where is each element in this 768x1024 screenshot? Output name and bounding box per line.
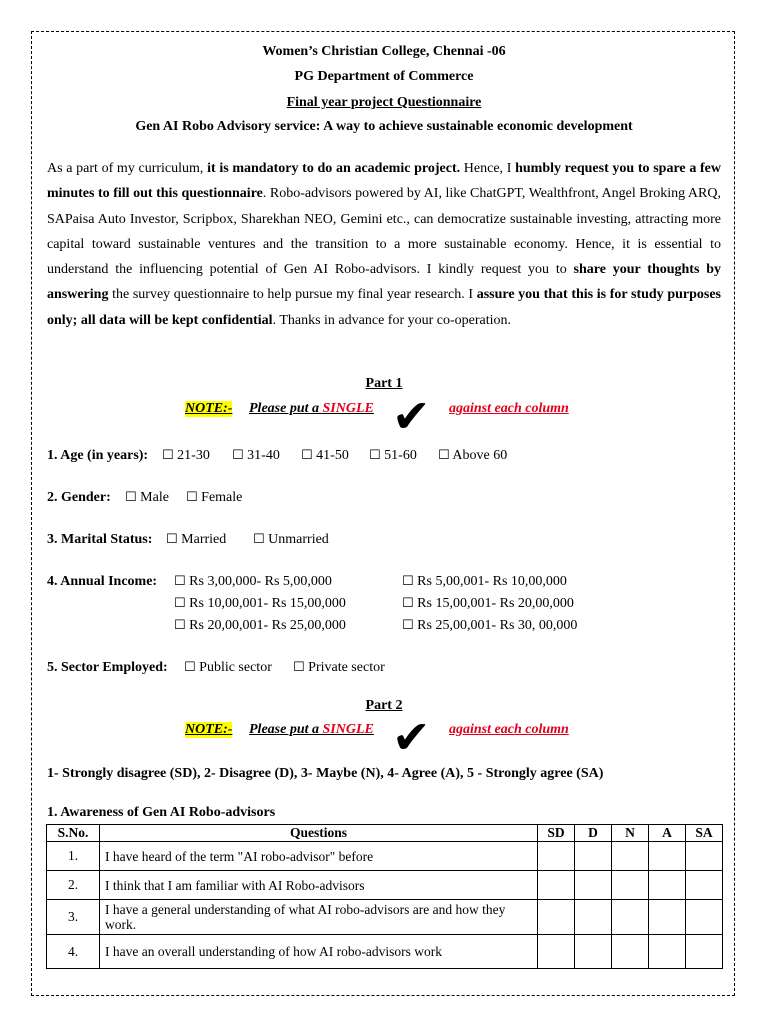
checkbox-icon[interactable]: ☐ (369, 448, 381, 463)
gender-option-female[interactable] (186, 490, 242, 506)
income-option-3[interactable] (174, 596, 346, 612)
option-label: 41-50 (316, 448, 349, 463)
checkbox-icon[interactable]: ☐ (438, 448, 450, 463)
answer-cell-d[interactable] (575, 935, 612, 969)
checkmark-icon: ✔ (392, 710, 431, 764)
part2-title: Part 2 (365, 698, 403, 713)
option-label: Rs 25,00,001- Rs 30, 00,000 (417, 618, 578, 633)
header-a: A (649, 825, 686, 842)
note-label: NOTE:- (185, 401, 233, 416)
note-text-end: against each column (449, 401, 569, 416)
income-label: 4. Annual Income: (47, 574, 158, 589)
option-label: Rs 20,00,001- Rs 25,00,000 (189, 618, 346, 633)
table-row (47, 871, 723, 900)
note-text-part: Please put a (249, 722, 323, 737)
answer-cell-sd[interactable] (538, 842, 575, 871)
option-label: Rs 10,00,001- Rs 15,00,000 (189, 596, 346, 611)
row-number: 4. (47, 935, 100, 969)
answer-cell-a[interactable] (649, 842, 686, 871)
row-number: 3. (47, 900, 100, 935)
header-sd: SD (538, 825, 575, 842)
intro-text: . Robo-advisors powered by AI, like ChatGPT, Wealthfront, Angel Broking ARQ, SAPaisa Auto Investor, Scripbox, Sharekhan NEO, Gemini etc., can democratize sustainable investing, attracting more capital toward sustainable ventures and the transition to a more sustainable economy. Hence, it is essential to understand the influencing potential of Gen AI Robo-advisors. I kindly request you to (47, 186, 721, 278)
header-d: D (575, 825, 612, 842)
note-single: SINGLE (322, 722, 374, 737)
note-single: SINGLE (322, 401, 374, 416)
answer-cell-sa[interactable] (686, 842, 723, 871)
option-label: Rs 3,00,000- Rs 5,00,000 (189, 574, 332, 589)
intro-text: the survey questionnaire to help pursue my final year research. I (108, 287, 477, 303)
answer-cell-d[interactable] (575, 900, 612, 935)
option-label: 31-40 (247, 448, 280, 463)
answer-cell-a[interactable] (649, 900, 686, 935)
checkbox-icon[interactable]: ☐ (162, 448, 174, 463)
answer-cell-n[interactable] (612, 842, 649, 871)
checkbox-icon[interactable]: ☐ (301, 448, 313, 463)
checkbox-icon[interactable]: ☐ (166, 532, 178, 547)
answer-cell-sd[interactable] (538, 900, 575, 935)
row-number: 1. (47, 842, 100, 871)
sector-label: 5. Sector Employed: (47, 660, 168, 675)
answer-cell-n[interactable] (612, 935, 649, 969)
option-label: Married (181, 532, 227, 547)
option-label: Above 60 (452, 448, 508, 463)
answer-cell-a[interactable] (649, 871, 686, 900)
income-option-5[interactable] (174, 618, 346, 634)
row-question: I have heard of the term "AI robo-advisor" before (100, 842, 538, 871)
gender-option-male[interactable] (125, 490, 169, 506)
age-option-31-40[interactable] (232, 448, 280, 464)
intro-bold-text: assure you that this is for study purposes only; all data will be kept confidential (47, 287, 722, 328)
gender-label: 2. Gender: (47, 490, 111, 505)
answer-cell-sd[interactable] (538, 935, 575, 969)
answer-cell-sa[interactable] (686, 900, 723, 935)
answer-cell-sd[interactable] (538, 871, 575, 900)
table-header-row (47, 825, 723, 842)
note-label: NOTE:- (185, 722, 233, 737)
option-label: Rs 15,00,001- Rs 20,00,000 (417, 596, 574, 611)
answer-cell-a[interactable] (649, 935, 686, 969)
option-label: Rs 5,00,001- Rs 10,00,000 (417, 574, 567, 589)
intro-bold-text: humbly request you to spare a few minutes to fill out this questionnaire (47, 161, 721, 202)
intro-text: As a part of my curriculum, (47, 161, 208, 176)
option-label: Unmarried (268, 532, 329, 547)
document-title: Final year project Questionnaire (286, 95, 482, 110)
intro-text: Hence, I (460, 161, 516, 176)
section-title: 1. Awareness of Gen AI Robo-advisors (47, 805, 276, 820)
checkbox-icon[interactable]: ☐ (174, 574, 186, 589)
checkbox-icon[interactable]: ☐ (253, 532, 265, 547)
answer-cell-sa[interactable] (686, 871, 723, 900)
row-number: 2. (47, 871, 100, 900)
income-option-2[interactable] (402, 574, 567, 590)
awareness-table (46, 824, 723, 969)
table-row (47, 935, 723, 969)
note-text (249, 722, 374, 738)
row-question: I have an overall understanding of how AI robo-advisors work (100, 935, 538, 969)
answer-cell-d[interactable] (575, 871, 612, 900)
income-option-4[interactable] (402, 596, 574, 612)
checkbox-icon[interactable]: ☐ (174, 596, 186, 611)
marital-option-unmarried[interactable] (253, 532, 329, 548)
sector-option-private[interactable] (293, 660, 385, 676)
option-label: Female (201, 490, 243, 505)
row-question: I think that I am familiar with AI Robo-advisors (100, 871, 538, 900)
college-name: Women’s Christian College, Chennai -06 (262, 44, 506, 59)
checkbox-icon[interactable]: ☐ (293, 660, 305, 675)
header-sa: SA (686, 825, 723, 842)
income-option-1[interactable] (174, 574, 332, 590)
checkbox-icon[interactable]: ☐ (184, 660, 196, 675)
checkbox-icon[interactable]: ☐ (402, 574, 414, 589)
part1-title: Part 1 (365, 376, 403, 391)
option-label: 51-60 (384, 448, 417, 463)
intro-bold-text: share your thoughts by answering (47, 262, 721, 303)
rating-scale-legend: 1- Strongly disagree (SD), 2- Disagree (D), 3- Maybe (N), 4- Agree (A), 5 - Strongly agree (SA) (47, 766, 604, 781)
checkbox-icon[interactable]: ☐ (186, 490, 198, 505)
checkmark-icon: ✔ (392, 389, 431, 443)
row-question: I have a general understanding of what AI robo-advisors are and how they work. (100, 900, 538, 935)
intro-bold-text: it is mandatory to do an academic project. (207, 161, 461, 176)
table-row (47, 842, 723, 871)
option-label: Public sector (199, 660, 272, 675)
header-questions: Questions (100, 825, 538, 842)
table-row (47, 900, 723, 935)
age-option-21-30[interactable] (162, 448, 210, 464)
option-label: Male (140, 490, 169, 505)
header-n: N (612, 825, 649, 842)
option-label: Private sector (308, 660, 385, 675)
age-option-41-50[interactable] (301, 448, 349, 464)
note-text-part: Please put a (249, 401, 323, 416)
note-text (249, 401, 374, 417)
option-label: 21-30 (177, 448, 210, 463)
checkbox-icon[interactable]: ☐ (232, 448, 244, 463)
sector-option-public[interactable] (184, 660, 272, 676)
checkbox-icon[interactable]: ☐ (125, 490, 137, 505)
note-text-end: against each column (449, 722, 569, 737)
answer-cell-d[interactable] (575, 842, 612, 871)
answer-cell-sa[interactable] (686, 935, 723, 969)
income-option-6[interactable] (402, 618, 577, 634)
marital-label: 3. Marital Status: (47, 532, 153, 547)
intro-text: . Thanks in advance for your co-operation. (272, 312, 512, 328)
checkbox-icon[interactable]: ☐ (402, 618, 414, 633)
checkbox-icon[interactable]: ☐ (174, 618, 186, 633)
intro-paragraph (47, 156, 721, 333)
department-name: PG Department of Commerce (294, 69, 474, 84)
checkbox-icon[interactable]: ☐ (402, 596, 414, 611)
research-topic: Gen AI Robo Advisory service: A way to achieve sustainable economic development (135, 119, 633, 134)
age-label: 1. Age (in years): (47, 448, 149, 463)
header-sno: S.No. (47, 825, 100, 842)
age-option-above-60[interactable] (438, 448, 507, 464)
answer-cell-n[interactable] (612, 900, 649, 935)
marital-option-married[interactable] (166, 532, 226, 548)
answer-cell-n[interactable] (612, 871, 649, 900)
age-option-51-60[interactable] (369, 448, 417, 464)
